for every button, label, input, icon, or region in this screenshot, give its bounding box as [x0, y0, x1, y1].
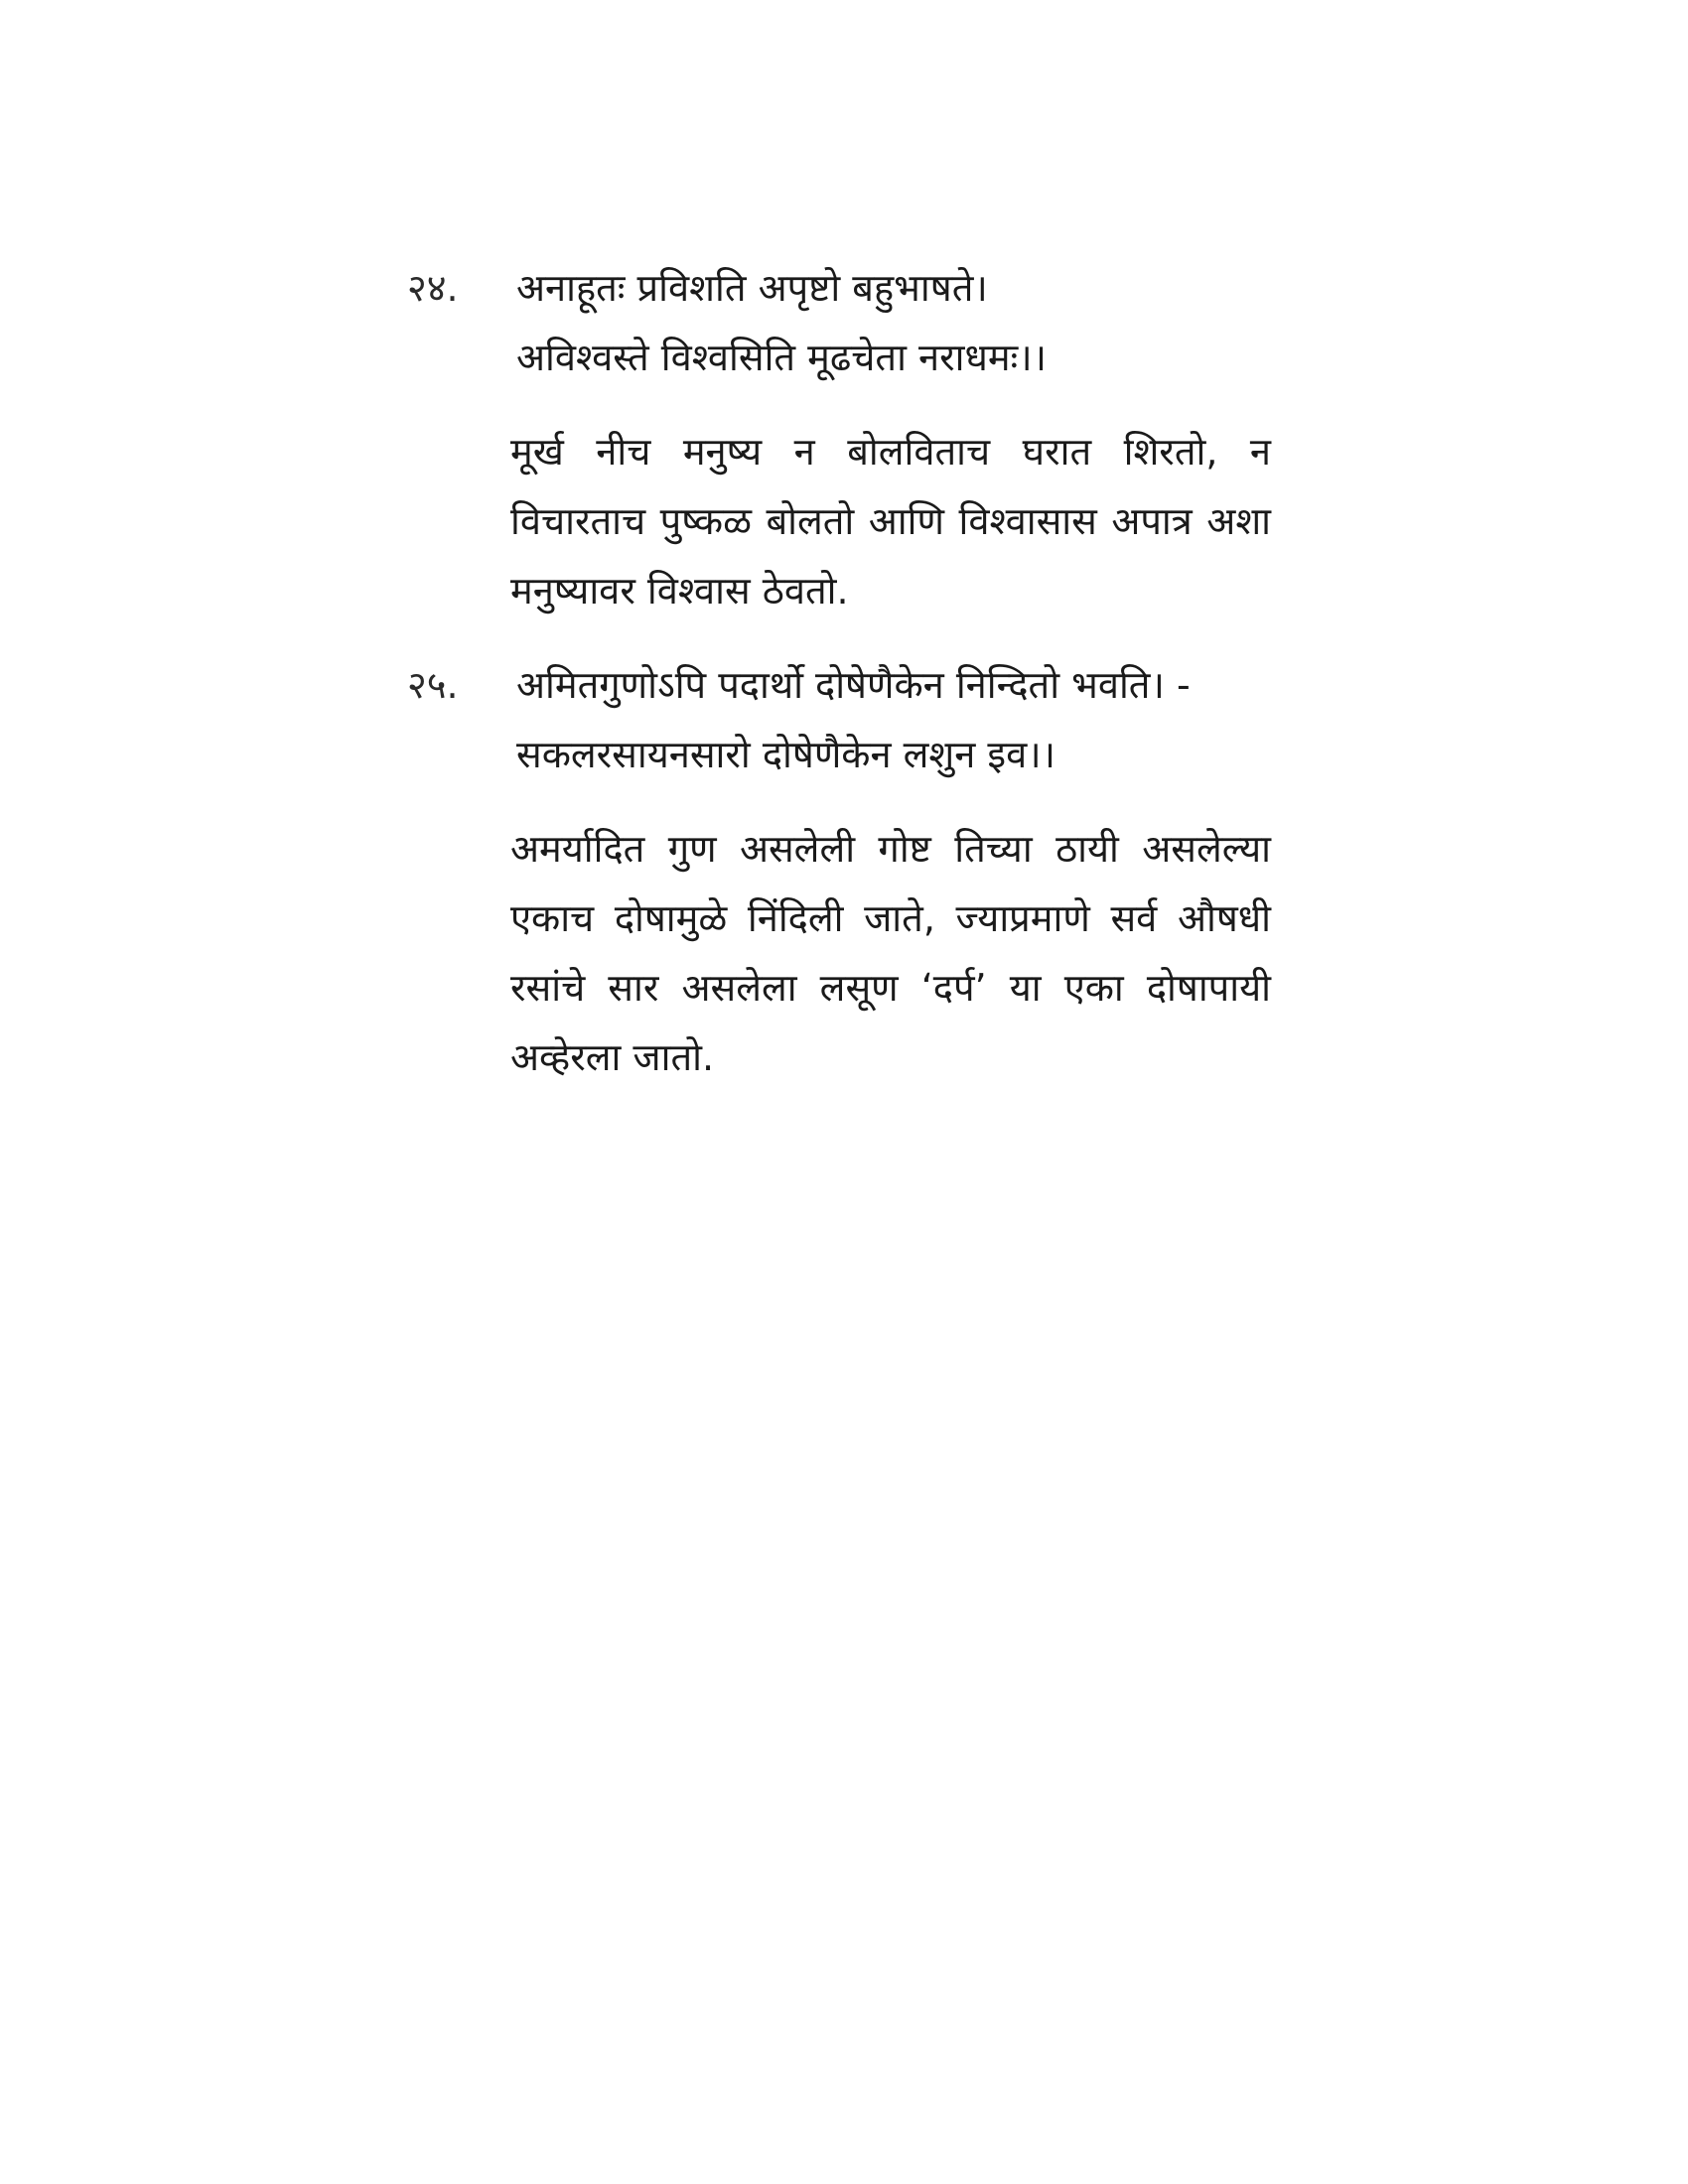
verse-line: अनाहूतः प्रविशति अपृष्टो बहुभाषते।: [516, 266, 988, 310]
verse-number: २५.: [407, 663, 459, 707]
marathi-translation: अमर्यादित गुण असलेली गोष्ट तिच्या ठायी असलेल्या एकाच दोषामुळे निंदिली जाते, ज्याप्रमाणे सर्व औषधी रसांचे सार असलेला लसूण ‘दर्प’ या एका दोषापायी अव्हेरला जातो.: [510, 827, 1271, 1079]
verse-line: अमितगुणोऽपि पदार्थो दोषेणैकेन निन्दितो भवति। -: [516, 663, 1191, 707]
verse-number: २४.: [407, 266, 459, 310]
verse-line: अविश्वस्ते विश्वसिति मूढचेता नराधमः।।: [516, 336, 1048, 379]
sanskrit-verse: [516, 650, 1271, 789]
sanskrit-verse: [516, 253, 1271, 392]
verse-line: सकलरसायनसारो दोषेणैकेन लशुन इव।।: [516, 733, 1056, 776]
marathi-translation: मूर्ख नीच मनुष्य न बोलविताच घरात शिरतो, न विचारताच पुष्कळ बोलतो आणि विश्वासास अपात्र अशा मनुष्यावर विश्वास ठेवतो.: [510, 430, 1271, 613]
